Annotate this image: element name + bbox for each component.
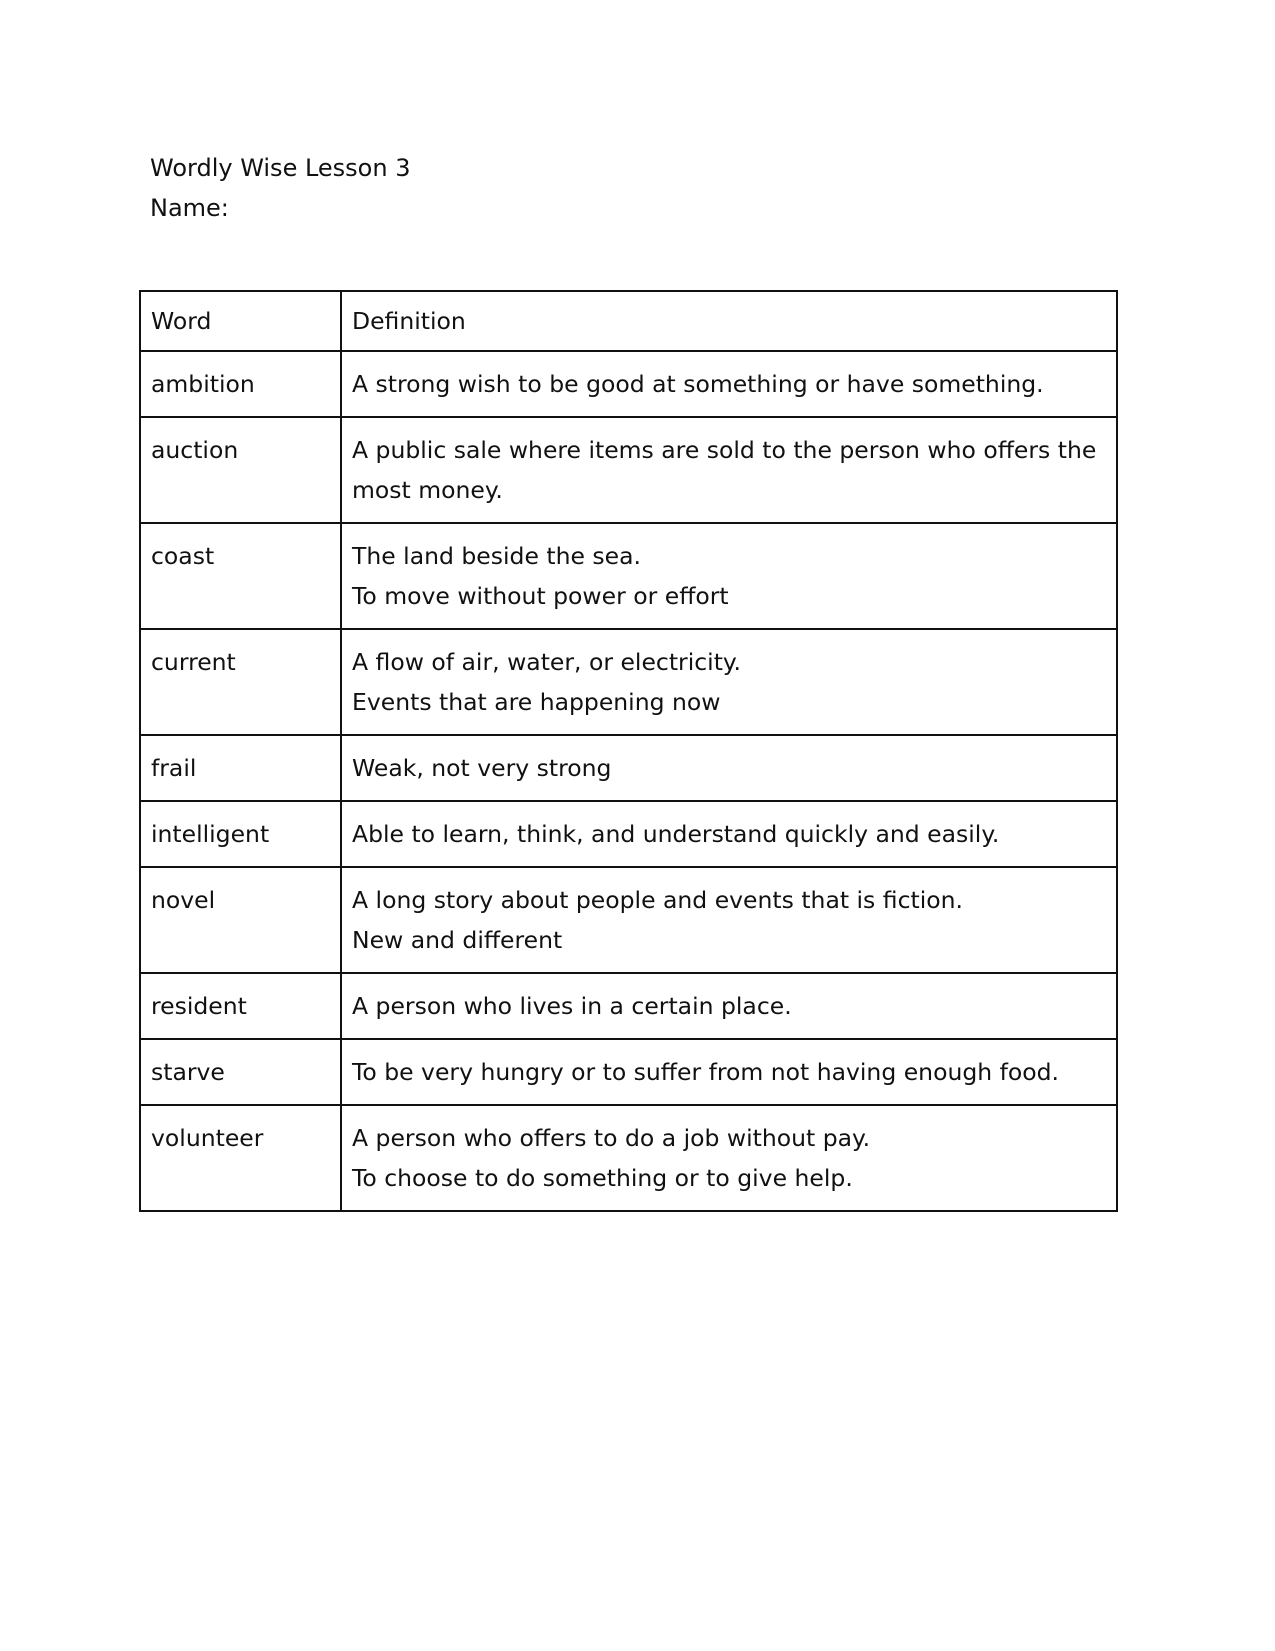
vocab-definition: [341, 735, 1117, 801]
definition-line: Able to learn, think, and understand quickly and easily.: [352, 820, 1000, 848]
vocab-word: intelligent: [140, 801, 341, 867]
name-label: Name:: [150, 194, 229, 222]
table-row: [140, 801, 1117, 867]
vocabulary-table: [139, 290, 1118, 1212]
table-header-row: [140, 291, 1117, 351]
table-row: [140, 417, 1117, 523]
vocab-definition: [341, 801, 1117, 867]
vocab-word: frail: [140, 735, 341, 801]
table-row: [140, 1105, 1117, 1211]
vocab-word: novel: [140, 867, 341, 973]
definition-line: A public sale where items are sold to the person who offers the most money.: [352, 436, 1097, 504]
vocab-definition: [341, 629, 1117, 735]
vocab-definition: [341, 867, 1117, 973]
vocab-definition: [341, 523, 1117, 629]
vocab-word: volunteer: [140, 1105, 341, 1211]
vocab-word: current: [140, 629, 341, 735]
vocab-word: auction: [140, 417, 341, 523]
definition-line: To choose to do something or to give help.: [352, 1164, 853, 1192]
vocab-definition: [341, 417, 1117, 523]
definition-line: To be very hungry or to suffer from not having enough food.: [352, 1058, 1060, 1086]
table-row: [140, 867, 1117, 973]
table-row: [140, 1039, 1117, 1105]
definition-line: A long story about people and events that is fiction.: [352, 886, 963, 914]
vocab-definition: [341, 1105, 1117, 1211]
vocabulary-table-body: [140, 351, 1117, 1211]
table-row: [140, 351, 1117, 417]
vocab-word: starve: [140, 1039, 341, 1105]
table-row: [140, 973, 1117, 1039]
document-title: Wordly Wise Lesson 3: [150, 154, 411, 182]
definition-line: A strong wish to be good at something or have something.: [352, 370, 1044, 398]
definition-line: A person who offers to do a job without pay.: [352, 1124, 871, 1152]
definition-line: New and different: [352, 926, 563, 954]
definition-line: A flow of air, water, or electricity.: [352, 648, 741, 676]
table-row: [140, 735, 1117, 801]
definition-line: Weak, not very strong: [352, 754, 612, 782]
vocab-word: coast: [140, 523, 341, 629]
vocab-definition: [341, 1039, 1117, 1105]
table-row: [140, 629, 1117, 735]
definition-line: To move without power or effort: [352, 582, 729, 610]
definition-line: The land beside the sea.: [352, 542, 641, 570]
document-header: [150, 148, 410, 228]
vocab-definition: [341, 351, 1117, 417]
vocab-word: ambition: [140, 351, 341, 417]
vocab-definition: [341, 973, 1117, 1039]
word-column-header: Word: [140, 291, 341, 351]
definition-line: A person who lives in a certain place.: [352, 992, 792, 1020]
table-row: [140, 523, 1117, 629]
definition-column-header: Definition: [341, 291, 1117, 351]
definition-line: Events that are happening now: [352, 688, 721, 716]
vocab-word: resident: [140, 973, 341, 1039]
